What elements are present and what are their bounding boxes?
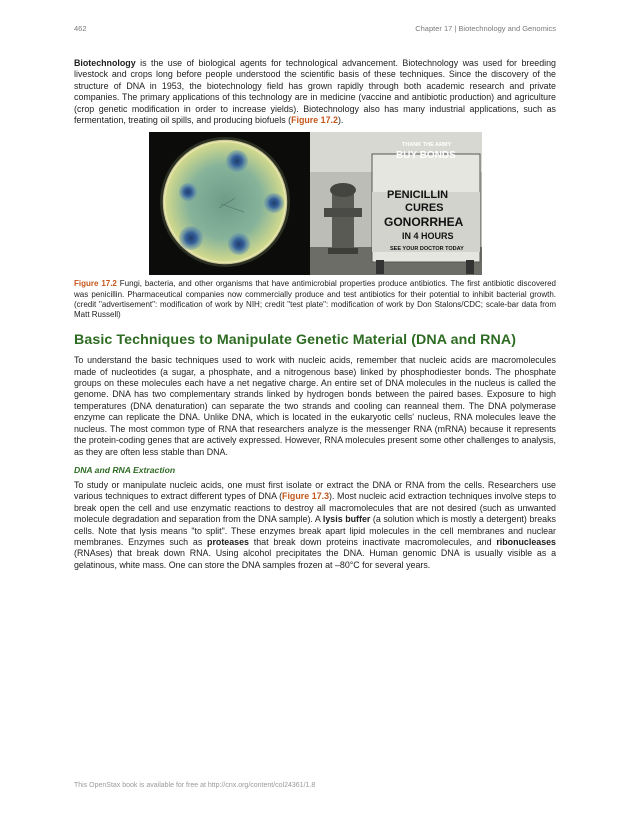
figure-caption-label: Figure 17.2 bbox=[74, 279, 117, 289]
penicillin-poster-illustration bbox=[310, 132, 482, 275]
term-proteases: proteases bbox=[207, 536, 249, 547]
poster-hours-text: IN 4 HOURS bbox=[401, 231, 454, 242]
intro-text: is the use of biological agents for technological advancement. Biotechnology was used for breeding livestock and crops long before people understood the scientific basis of these techniques. Since the discovery of the structure of DNA in 1953, the biotechnology field has grown rapidly through both academic research and private companies. The primary applications of this technology are in medicine (vaccine and antibiotic production) and agriculture (crop genetic modification in order to increase yields). Biotechnology also has many industrial applications, such as fermentation, treating oil spills, and producing biofuels ( bbox=[74, 58, 556, 126]
term-biotechnology: Biotechnology bbox=[74, 58, 136, 68]
penicillin-advertisement-photo bbox=[310, 132, 482, 275]
petri-dish-photo bbox=[149, 132, 310, 275]
figure-17-3-link[interactable]: Figure 17.3 bbox=[282, 491, 330, 502]
extraction-text-3: (a solution which is mostly a detergent) breaks cells. Note that lysis means "to split". These enzymes break apart lipid molecules in the cell membranes and nuclear membranes. Enzymes such as bbox=[74, 514, 556, 547]
intro-end: ). bbox=[337, 115, 344, 126]
poster-penicillin-text: PENICILLIN bbox=[386, 189, 448, 202]
intro-paragraph bbox=[74, 58, 556, 126]
figure-17-2-link[interactable]: Figure 17.2 bbox=[291, 115, 338, 126]
section-heading: Basic Techniques to Manipulate Genetic Material (DNA and RNA) bbox=[74, 332, 517, 349]
figure-caption bbox=[74, 279, 556, 320]
subsection-heading: DNA and RNA Extraction bbox=[74, 464, 176, 475]
page-content bbox=[74, 58, 556, 571]
page-footer: This OpenStax book is available for free at http://cnx.org/content/col24361/1.8 bbox=[74, 782, 316, 789]
poster-cures-text: CURES bbox=[404, 202, 444, 215]
chapter-title: Chapter 17 | Biotechnology and Genomics bbox=[415, 24, 556, 33]
poster-doctor-text: SEE YOUR DOCTOR TODAY bbox=[389, 246, 464, 253]
petri-dish-illustration bbox=[149, 132, 310, 275]
section-paragraph: To understand the basic techniques used to work with nucleic acids, remember that nucleic acids are macromolecules made of nucleotides (a sugar, a phosphate, and a nitrogenous base) linked by phosphodiester bonds. The phosphate groups on these molecules each have a net negative charge. An entire set of DNA molecules in the nucleus is called the genome. DNA has two complementary strands linked by hydrogen bonds between the paired bases. Exposure to high temperatures (DNA denaturation) can separate the two strands and cooling can reanneal them. The DNA polymerase enzyme can replicate the DNA. Unlike DNA, which is located in the eukaryotic cells' nucleus, RNA molecules leave the nucleus. The most common type of RNA that researchers analyze is the messenger RNA (mRNA) because it represents the protein-coding genes that are actively expressed. However, RNA molecules present some other challenges to analysis, as they are often less stable than DNA. bbox=[74, 355, 556, 457]
figure-caption-text: Fungi, bacteria, and other organisms that have antimicrobial properties produce antibiotics. The first antibiotic discovered was penicillin. Pharmaceutical companies now commercially produce and test antibiotics for their potential to inhibit bacterial growth. (credit "advertisement": modification of work by NIH; credit "test plate": modification of work by Don Stalons/CDC; scale-bar data from Matt Russell) bbox=[74, 279, 556, 320]
extraction-text-1: To study or manipulate nucleic acids, one must first isolate or extract the DNA or RNA from the cells. Researchers use various techniques to extract different types of DNA ( bbox=[74, 479, 556, 502]
extraction-paragraph bbox=[74, 480, 556, 571]
term-lysis-buffer: lysis buffer bbox=[322, 514, 371, 525]
page-number: 462 bbox=[74, 24, 87, 33]
term-ribonucleases: ribonucleases bbox=[496, 536, 556, 547]
extraction-text-5: (RNAses) that break down RNA. Using alcohol precipitates the DNA. Human genomic DNA is usually visible as a gelatinous, white mass. One can store the DNA samples frozen at –80°C for several years. bbox=[74, 548, 556, 570]
figure-17-2 bbox=[74, 132, 556, 275]
poster-bonds-text: BUY BONDS bbox=[395, 150, 456, 162]
poster-gonorrhea-text: GONORRHEA bbox=[383, 215, 463, 230]
extraction-text-4: that break down proteins inactivate macromolecules, and bbox=[248, 536, 497, 547]
poster-top-text: THANK THE ARMY bbox=[401, 142, 451, 149]
extraction-text-2: ). Most nucleic acid extraction techniques involve steps to break open the cell and use enzymatic reactions to destroy all macromolecules that are not desired (such as unwanted molecule degradation and separation from the DNA sample). A bbox=[74, 491, 557, 525]
